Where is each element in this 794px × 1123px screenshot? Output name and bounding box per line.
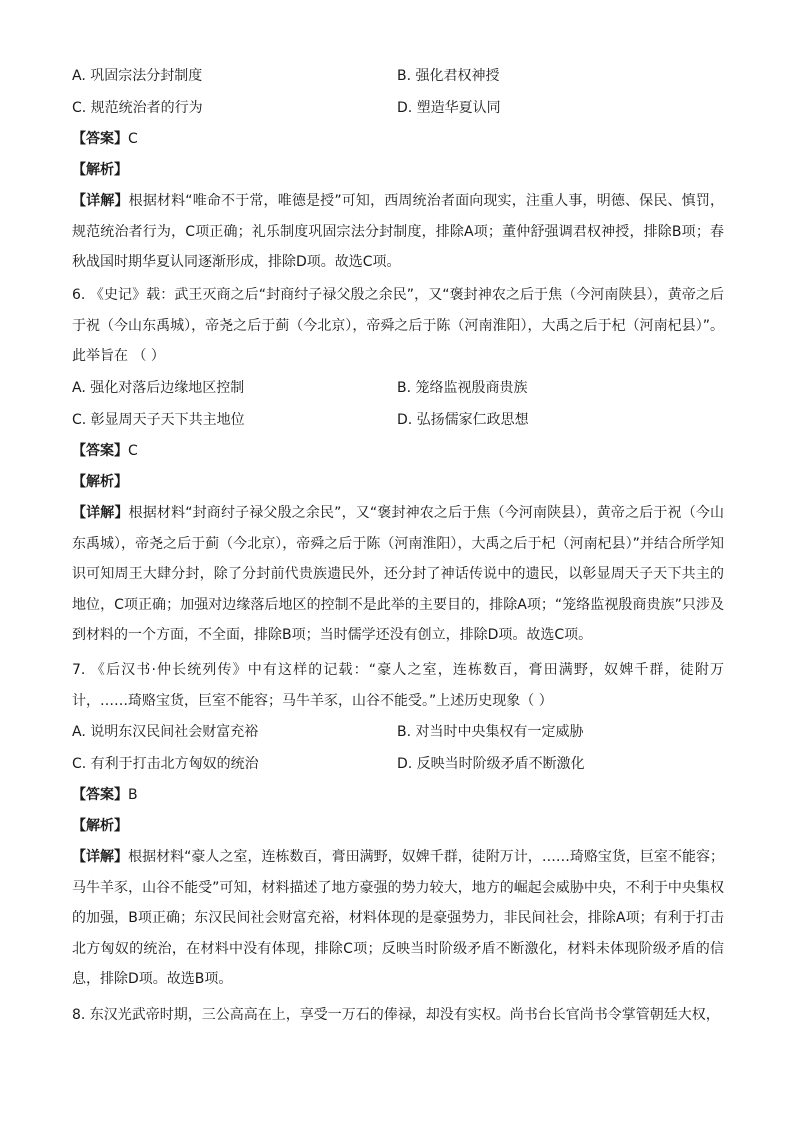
q7-option-a: A. 说明东汉民间社会财富充裕 (72, 724, 259, 740)
q7-detail (72, 842, 724, 995)
detail-tag: 【详解】 (72, 505, 129, 521)
q7-answer (72, 785, 138, 805)
q6-option-d: D. 弘扬儒家仁政思想 (397, 412, 529, 428)
q5-option-d: D. 塑造华夏认同 (397, 100, 501, 116)
answer-tag: 【答案】 (72, 443, 128, 459)
q7-option-c: C. 有利于打击北方匈奴的统治 (72, 756, 259, 772)
q5-analysis-tag: 【解析】 (72, 162, 128, 178)
detail-tag: 【详解】 (72, 193, 129, 209)
q6-option-b: B. 笼络监视殷商贵族 (397, 380, 528, 396)
q5-answer (72, 129, 138, 149)
q7-stem: 7. 《后汉书·仲长统列传》中有这样的记载：“豪人之室，连栋数百，膏田满野，奴婢千群，徒附万计，……琦赂宝货，巨室不能容；马牛羊豕，山谷不能受。”上述历史现象（ ） (72, 662, 724, 709)
q5-option-b: B. 强化君权神授 (397, 68, 500, 84)
q7-option-b: B. 对当时中央集权有一定威胁 (397, 724, 584, 740)
answer-tag: 【答案】 (72, 131, 128, 147)
q7-option-d: D. 反映当时阶级矛盾不断激化 (397, 756, 585, 772)
q6-answer (72, 441, 138, 461)
q7-analysis-tag: 【解析】 (72, 818, 128, 834)
q6-analysis-tag: 【解析】 (72, 474, 128, 490)
q6-option-c: C. 彰显周天子天下共主地位 (72, 412, 245, 428)
answer-value: C (128, 443, 138, 459)
q6-detail (72, 498, 724, 651)
answer-tag: 【答案】 (72, 787, 128, 803)
q5-detail (72, 186, 724, 278)
q6-stem: 6. 《史记》载：武王灭商之后“封商纣子禄父殷之余民”，又“褒封神农之后于焦（今河南陕县），黄帝之后于祝（今山东禹城），帝尧之后于蓟（今北京），帝舜之后于陈（河南淮阳），大禹之后于杞（河南杞县）”。此举旨在 （ ） (72, 287, 724, 364)
detail-text: 根据材料“封商纣子禄父殷之余民”，又“褒封神农之后于焦（今河南陕县），黄帝之后于祝（今山东禹城），帝尧之后于蓟（今北京），帝舜之后于陈（河南淮阳），大禹之后于杞（河南杞县）”并结合所学知识可知周王大肆分封，除了分封前代贵族遗民外，还分封了神话传说中的遗民，以彰显周天子天下共主的地位，C项正确；加强对边缘落后地区的控制不是此举的主要目的，排除A项；“笼络监视殷商贵族”只涉及到材料的一个方面，不全面，排除B项；当时儒学还没有创立，排除D项。故选C项。 (72, 505, 724, 643)
answer-value: C (128, 131, 138, 147)
detail-text: 根据材料“唯命不于常，唯德是授”可知，西周统治者面向现实，注重人事，明德、保民、慎罚，规范统治者行为，C项正确；礼乐制度巩固宗法分封制度，排除A项；董仲舒强调君权神授，排除B项；春秋战国时期华夏认同逐渐形成，排除D项。故选C项。 (72, 193, 724, 270)
q5-option-c: C. 规范统治者的行为 (72, 100, 203, 116)
detail-tag: 【详解】 (72, 849, 129, 865)
detail-text: 根据材料“豪人之室，连栋数百，膏田满野，奴婢千群，徒附万计，……琦赂宝货，巨室不能容；马牛羊豕，山谷不能受”可知，材料描述了地方豪强的势力较大，地方的崛起会威胁中央，不利于中央集权的加强，B项正确；东汉民间社会财富充裕，材料体现的是豪强势力，非民间社会，排除A项；有利于打击北方匈奴的统治，在材料中没有体现，排除C项；反映当时阶级矛盾不断激化，材料未体现阶级矛盾的信息，排除D项。故选B项。 (72, 849, 724, 987)
q6-option-a: A. 强化对落后边缘地区控制 (72, 380, 245, 396)
q8-stem: 8. 东汉光武帝时期，三公高高在上，享受一万石的俸禄，却没有实权。尚书台长官尚书令掌管朝廷大权， (72, 1007, 720, 1023)
answer-value: B (128, 787, 138, 803)
q5-option-a: A. 巩固宗法分封制度 (72, 68, 203, 84)
